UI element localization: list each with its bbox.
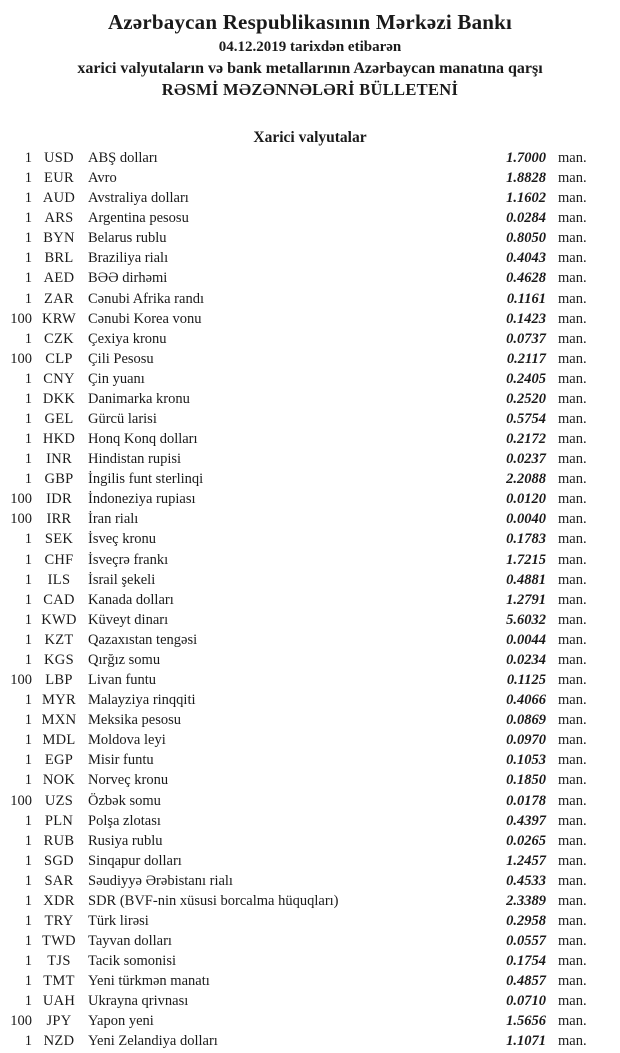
rate-row <box>0 831 620 851</box>
unit-label: man. <box>558 170 587 187</box>
rate-value: 1.7215 <box>506 551 546 568</box>
currency-code: EUR <box>44 170 74 187</box>
unit-label: man. <box>558 611 587 628</box>
rate-value: 0.0869 <box>506 712 546 729</box>
currency-code: BYN <box>43 230 75 247</box>
quantity: 1 <box>24 230 32 247</box>
rate-value: 0.2520 <box>506 390 546 407</box>
rate-value: 1.2791 <box>506 591 546 608</box>
rate-value: 0.0737 <box>506 330 546 347</box>
rate-row <box>0 389 620 409</box>
quantity: 1 <box>24 953 32 970</box>
quantity: 1 <box>24 712 32 729</box>
bulletin-header <box>0 0 620 100</box>
unit-label: man. <box>558 190 587 207</box>
rate-value: 0.1783 <box>506 531 546 548</box>
unit-label: man. <box>558 150 587 166</box>
currency-code: IDR <box>46 491 72 508</box>
currency-code: LBP <box>45 672 73 689</box>
rate-value: 1.2457 <box>506 852 546 869</box>
unit-label: man. <box>558 812 587 829</box>
rate-value: 0.0234 <box>506 651 546 668</box>
quantity: 100 <box>10 491 32 508</box>
currency-name: Avstraliya dolları <box>88 190 189 207</box>
rate-value: 0.0265 <box>506 832 546 849</box>
rate-value: 0.1754 <box>506 953 546 970</box>
rate-value: 1.1071 <box>506 1033 546 1050</box>
rate-value: 0.1850 <box>506 772 546 789</box>
currency-code: MDL <box>42 732 76 749</box>
unit-label: man. <box>558 912 587 929</box>
currency-name: Ukrayna qrivnası <box>88 993 189 1010</box>
currency-code: RUB <box>43 832 75 849</box>
rate-row <box>0 268 620 288</box>
currency-code: NZD <box>43 1033 75 1050</box>
rate-row <box>0 429 620 449</box>
quantity: 1 <box>24 170 32 187</box>
unit-label: man. <box>558 631 587 648</box>
effective-date-line: 04.12.2019 tarixdən etibarən <box>218 39 402 55</box>
currency-name: Braziliya rialı <box>88 250 169 267</box>
currency-name: Tayvan dolları <box>88 933 172 950</box>
rate-row <box>0 1031 620 1051</box>
currency-name: Türk lirəsi <box>88 912 149 929</box>
currency-name: İsveç kronu <box>88 531 157 548</box>
currency-name: Misir funtu <box>88 752 154 769</box>
quantity: 1 <box>24 551 32 568</box>
currency-name: İsrail şekeli <box>88 571 156 588</box>
currency-code: CNY <box>43 370 75 387</box>
currency-name: Sinqapur dolları <box>88 852 182 869</box>
unit-label: man. <box>558 712 587 729</box>
rate-row <box>0 650 620 670</box>
currency-code: HKD <box>42 431 76 448</box>
quantity: 1 <box>24 872 32 889</box>
currency-name: Yeni Zelandiya dolları <box>88 1033 218 1050</box>
currency-name: Çexiya kronu <box>88 330 167 347</box>
unit-label: man. <box>558 672 587 689</box>
currency-code: MYR <box>42 692 76 709</box>
rate-value: 0.1125 <box>506 672 546 689</box>
currency-code: AUD <box>42 190 76 207</box>
rate-value: 0.4397 <box>506 812 546 829</box>
unit-label: man. <box>558 471 587 488</box>
rate-value: 0.0178 <box>506 792 546 809</box>
currency-code: UZS <box>44 792 74 809</box>
rate-row <box>0 991 620 1011</box>
unit-label: man. <box>558 1033 587 1050</box>
currency-code: XDR <box>43 892 75 909</box>
quantity: 1 <box>24 933 32 950</box>
unit-label: man. <box>558 431 587 448</box>
rate-value: 0.0040 <box>506 511 546 528</box>
rate-row <box>0 951 620 971</box>
quantity: 1 <box>24 451 32 468</box>
rate-value: 1.1602 <box>506 190 546 207</box>
currency-name: ABŞ dolları <box>88 150 158 166</box>
rate-row <box>0 931 620 951</box>
quantity: 1 <box>24 250 32 267</box>
unit-label: man. <box>558 892 587 909</box>
rate-row <box>0 369 620 389</box>
unit-label: man. <box>558 330 587 347</box>
currency-name: Malayziya rinqqiti <box>88 692 196 709</box>
unit-label: man. <box>558 832 587 849</box>
unit-label: man. <box>558 370 587 387</box>
currency-code: KWD <box>41 611 77 628</box>
unit-label: man. <box>558 411 587 428</box>
unit-label: man. <box>558 591 587 608</box>
currency-name: Honq Konq dolları <box>88 431 198 448</box>
currency-code: BRL <box>44 250 74 267</box>
rate-value: 0.0237 <box>506 451 546 468</box>
rate-value: 0.4881 <box>506 571 546 588</box>
currency-name: Səudiyyə Ərəbistanı rialı <box>88 872 233 889</box>
unit-label: man. <box>558 270 587 287</box>
unit-label: man. <box>558 491 587 508</box>
currency-code: TJS <box>47 953 71 970</box>
quantity: 100 <box>10 792 32 809</box>
quantity: 1 <box>24 812 32 829</box>
rate-value: 0.0710 <box>506 993 546 1010</box>
unit-label: man. <box>558 210 587 227</box>
unit-label: man. <box>558 350 587 367</box>
quantity: 1 <box>24 471 32 488</box>
currency-code: TRY <box>44 912 74 929</box>
rate-row <box>0 188 620 208</box>
unit-label: man. <box>558 511 587 528</box>
currency-name: Cənubi Korea vonu <box>88 310 202 327</box>
quantity: 100 <box>10 310 32 327</box>
unit-label: man. <box>558 872 587 889</box>
rate-row <box>0 409 620 429</box>
rate-row <box>0 449 620 469</box>
rate-row <box>0 811 620 831</box>
rate-row <box>0 851 620 871</box>
unit-label: man. <box>558 792 587 809</box>
rate-value: 2.2088 <box>506 471 546 488</box>
currency-code: TWD <box>42 933 76 950</box>
unit-label: man. <box>558 551 587 568</box>
rate-row <box>0 168 620 188</box>
currency-name: Polşa zlotası <box>88 812 161 829</box>
currency-code: GEL <box>44 411 74 428</box>
currency-code: DKK <box>42 390 76 407</box>
currency-code: CLP <box>45 350 73 367</box>
currency-code: GBP <box>44 471 74 488</box>
rate-row <box>0 770 620 790</box>
rate-value: 0.2172 <box>506 431 546 448</box>
quantity: 1 <box>24 370 32 387</box>
currency-code: MXN <box>41 712 77 729</box>
currency-code: EGP <box>44 752 74 769</box>
rate-value: 0.4857 <box>506 973 546 990</box>
rate-value: 0.4043 <box>506 250 546 267</box>
quantity: 1 <box>24 651 32 668</box>
rate-value: 0.4628 <box>506 270 546 287</box>
currency-code: SAR <box>44 872 74 889</box>
rate-row <box>0 570 620 590</box>
rate-row <box>0 750 620 770</box>
quantity: 100 <box>10 511 32 528</box>
quantity: 100 <box>10 1013 32 1030</box>
unit-label: man. <box>558 250 587 267</box>
currency-code: IRR <box>46 511 72 528</box>
rate-value: 5.6032 <box>506 611 546 628</box>
rate-row <box>0 208 620 228</box>
quantity: 1 <box>24 571 32 588</box>
currency-name: Hindistan rupisi <box>88 451 182 468</box>
rate-row <box>0 349 620 369</box>
currency-name: Moldova leyi <box>88 732 166 749</box>
currency-name: Livan funtu <box>88 672 157 689</box>
unit-label: man. <box>558 953 587 970</box>
currency-name: Gürcü larisi <box>88 411 157 428</box>
unit-label: man. <box>558 933 587 950</box>
currency-name: Danimarka kronu <box>88 390 190 407</box>
quantity: 1 <box>24 692 32 709</box>
currency-code: SGD <box>44 852 74 869</box>
rate-value: 0.0044 <box>506 631 546 648</box>
rate-row <box>0 329 620 349</box>
currency-code: KZT <box>44 631 74 648</box>
unit-label: man. <box>558 993 587 1010</box>
currency-code: NOK <box>42 772 76 789</box>
bank-name: Azərbaycan Respublikasının Mərkəzi Bankı <box>107 10 513 34</box>
currency-name: İran rialı <box>88 511 139 528</box>
bulletin-title: RƏSMİ MƏZƏNNƏLƏRİ BÜLLETENİ <box>161 80 459 99</box>
currency-code: TMT <box>43 973 75 990</box>
currency-name: İndoneziya rupiası <box>88 491 196 508</box>
quantity: 1 <box>24 390 32 407</box>
rate-row <box>0 489 620 509</box>
currency-code: KRW <box>42 310 76 327</box>
quantity: 1 <box>24 852 32 869</box>
rate-row <box>0 730 620 750</box>
rate-row <box>0 509 620 529</box>
currency-code: SEK <box>44 531 74 548</box>
unit-label: man. <box>558 732 587 749</box>
rate-row <box>0 529 620 549</box>
unit-label: man. <box>558 772 587 789</box>
unit-label: man. <box>558 451 587 468</box>
currency-name: Özbək somu <box>88 792 161 809</box>
rate-row <box>0 791 620 811</box>
section-title-foreign-currencies: Xarici valyutalar <box>253 129 367 146</box>
rate-value: 0.0120 <box>506 491 546 508</box>
currency-code: ZAR <box>44 290 74 307</box>
quantity: 1 <box>24 732 32 749</box>
quantity: 100 <box>10 672 32 689</box>
quantity: 1 <box>24 892 32 909</box>
rate-value: 0.0970 <box>506 732 546 749</box>
rate-row <box>0 690 620 710</box>
rate-value: 2.3389 <box>506 892 546 909</box>
quantity: 1 <box>24 431 32 448</box>
rate-value: 1.8828 <box>506 170 546 187</box>
currency-code: JPY <box>46 1013 72 1030</box>
quantity: 1 <box>24 411 32 428</box>
rate-value: 0.2117 <box>506 350 546 367</box>
rate-row <box>0 670 620 690</box>
currency-name: İsveçrə frankı <box>88 551 169 568</box>
quantity: 1 <box>24 330 32 347</box>
rate-value: 0.0557 <box>506 933 546 950</box>
rate-row <box>0 590 620 610</box>
rate-value: 0.5754 <box>506 411 546 428</box>
currency-name: Argentina pesosu <box>88 210 189 227</box>
rate-value: 0.1053 <box>506 752 546 769</box>
currency-code: ARS <box>44 210 74 227</box>
currency-name: İngilis funt sterlinqi <box>88 471 204 488</box>
currency-code: CZK <box>44 330 74 347</box>
quantity: 1 <box>24 290 32 307</box>
rate-value: 0.4533 <box>506 872 546 889</box>
quantity: 1 <box>24 832 32 849</box>
currency-code: UAH <box>42 993 76 1010</box>
currency-name: Belarus rublu <box>88 230 167 247</box>
currency-name: Küveyt dinarı <box>88 611 169 628</box>
quantity: 1 <box>24 772 32 789</box>
currency-code: PLN <box>44 812 74 829</box>
currency-code: AED <box>43 270 75 287</box>
rate-value: 0.1161 <box>506 290 546 307</box>
rate-row <box>0 710 620 730</box>
currency-name: SDR (BVF-nin xüsusi borcalma hüquqları) <box>88 892 339 909</box>
currency-name: Çin yuanı <box>88 370 145 387</box>
currency-name: Cənubi Afrika randı <box>88 290 204 307</box>
unit-label: man. <box>558 230 587 247</box>
quantity: 100 <box>10 350 32 367</box>
currency-name: Yeni türkmən manatı <box>88 973 210 990</box>
bulletin-subtitle: xarici valyutaların və bank metallarının Azərbaycan manatına qarşı <box>77 60 543 77</box>
quantity: 1 <box>24 190 32 207</box>
currency-code: KGS <box>44 651 74 668</box>
currency-name: Avro <box>88 170 117 187</box>
currency-name: Meksika pesosu <box>88 712 182 729</box>
quantity: 1 <box>24 150 32 166</box>
unit-label: man. <box>558 973 587 990</box>
quantity: 1 <box>24 993 32 1010</box>
quantity: 1 <box>24 611 32 628</box>
rate-value: 1.7000 <box>506 150 546 166</box>
rate-row <box>0 550 620 570</box>
rate-row <box>0 469 620 489</box>
currency-name: Rusiya rublu <box>88 832 163 849</box>
quantity: 1 <box>24 631 32 648</box>
unit-label: man. <box>558 531 587 548</box>
quantity: 1 <box>24 210 32 227</box>
rate-row <box>0 891 620 911</box>
currency-name: Yapon yeni <box>88 1013 154 1030</box>
quantity: 1 <box>24 973 32 990</box>
unit-label: man. <box>558 692 587 709</box>
unit-label: man. <box>558 290 587 307</box>
currency-name: Qırğız somu <box>88 651 161 668</box>
currency-name: Norveç kronu <box>88 772 169 789</box>
rate-row <box>0 911 620 931</box>
rate-value: 0.8050 <box>506 230 546 247</box>
currency-code: CAD <box>43 591 75 608</box>
rate-value: 1.5656 <box>506 1013 546 1030</box>
currency-code: CHF <box>44 551 74 568</box>
rate-row <box>0 289 620 309</box>
rate-value: 0.4066 <box>506 692 546 709</box>
quantity: 1 <box>24 591 32 608</box>
currency-name: Kanada dolları <box>88 591 174 608</box>
rate-row <box>0 228 620 248</box>
unit-label: man. <box>558 390 587 407</box>
currency-code: ILS <box>47 571 71 588</box>
unit-label: man. <box>558 852 587 869</box>
rate-row <box>0 871 620 891</box>
rate-row <box>0 309 620 329</box>
rate-value: 0.2958 <box>506 912 546 929</box>
quantity: 1 <box>24 270 32 287</box>
currency-name: Çili Pesosu <box>88 350 154 367</box>
currency-name: Qazaxıstan tengəsi <box>88 631 198 648</box>
unit-label: man. <box>558 1013 587 1030</box>
rate-row <box>0 148 620 168</box>
rate-row <box>0 610 620 630</box>
rate-value: 0.1423 <box>506 310 546 327</box>
rate-row <box>0 248 620 268</box>
quantity: 1 <box>24 912 32 929</box>
currency-code: INR <box>46 451 72 468</box>
quantity: 1 <box>24 1033 32 1050</box>
rate-value: 0.2405 <box>506 370 546 387</box>
rates-table <box>0 148 620 1052</box>
rate-row <box>0 1011 620 1031</box>
currency-name: BƏƏ dirhəmi <box>88 270 168 287</box>
quantity: 1 <box>24 531 32 548</box>
rate-value: 0.0284 <box>506 210 546 227</box>
rate-row <box>0 971 620 991</box>
rate-row <box>0 630 620 650</box>
unit-label: man. <box>558 651 587 668</box>
unit-label: man. <box>558 752 587 769</box>
quantity: 1 <box>24 752 32 769</box>
currency-code: USD <box>44 150 74 166</box>
unit-label: man. <box>558 571 587 588</box>
unit-label: man. <box>558 310 587 327</box>
currency-name: Tacik somonisi <box>88 953 176 970</box>
